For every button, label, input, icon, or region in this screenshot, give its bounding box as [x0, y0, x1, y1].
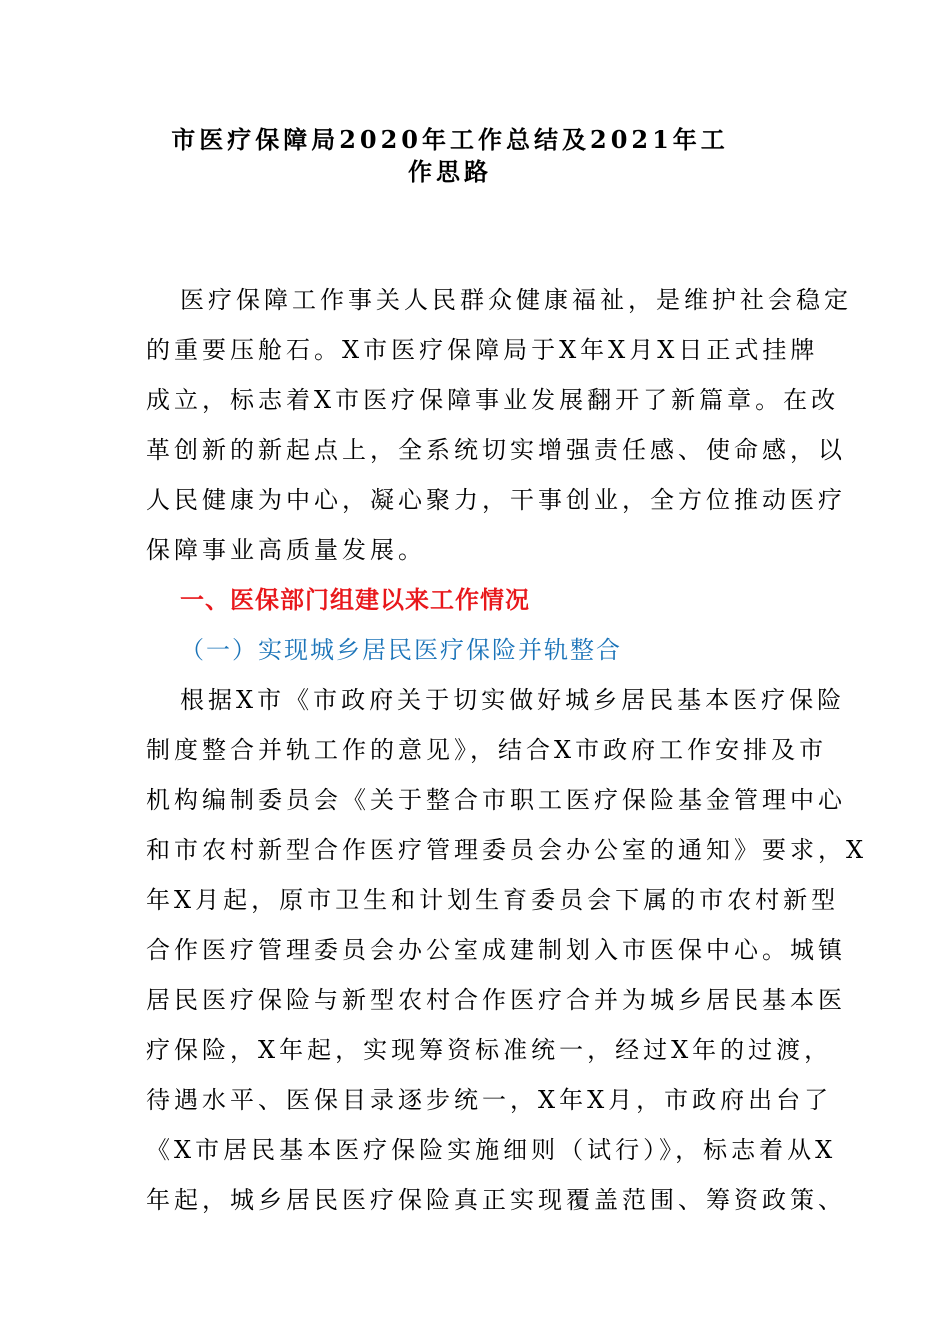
- paragraph-line: 年X月起，原市卫生和计划生育委员会下属的市农村新型: [146, 886, 840, 914]
- paragraph-line: 待遇水平、医保目录逐步统一，X年X月，市政府出台了: [146, 1086, 833, 1114]
- section-heading: 一、医保部门组建以来工作情况: [180, 586, 530, 614]
- paragraph-line: 保障事业高质量发展。: [146, 536, 426, 564]
- paragraph-line: 居民医疗保险与新型农村合作医疗合并为城乡居民基本医: [146, 986, 846, 1014]
- paragraph-line: 年起，城乡居民医疗保险真正实现覆盖范围、筹资政策、: [146, 1186, 846, 1214]
- paragraph-line: 《X市居民基本医疗保险实施细则（试行）》，标志着从X: [146, 1136, 837, 1164]
- paragraph-line: 医疗保障工作事关人民群众健康福祉，是维护社会稳定: [180, 286, 852, 314]
- paragraph-line: 成立，标志着X市医疗保障事业发展翻开了新篇章。在改: [146, 386, 840, 414]
- paragraph-line: 根据X市《市政府关于切实做好城乡居民基本医疗保险: [180, 686, 846, 714]
- title-line-1: 市医疗保障局2020年工作总结及2021年工: [171, 125, 729, 154]
- paragraph-line: 合作医疗管理委员会办公室成建制划入市医保中心。城镇: [146, 936, 846, 964]
- title-line-2: 作思路: [408, 157, 492, 186]
- document-title: [120, 124, 830, 188]
- paragraph-line: 和市农村新型合作医疗管理委员会办公室的通知》要求，X: [146, 836, 868, 864]
- paragraph-line: 机构编制委员会《关于整合市职工医疗保险基金管理中心: [146, 786, 846, 814]
- paragraph-line: 疗保险，X年起，实现筹资标准统一，经过X年的过渡，: [146, 1036, 833, 1064]
- paragraph-line: 制度整合并轨工作的意见》，结合X市政府工作安排及市: [146, 736, 828, 764]
- paragraph-line: 革创新的新起点上，全系统切实增强责任感、使命感，以: [146, 436, 846, 464]
- paragraph-line: 的重要压舱石。X市医疗保障局于X年X月X日正式挂牌: [146, 336, 819, 364]
- subsection-heading: （一）实现城乡居民医疗保险并轨整合: [180, 636, 622, 664]
- paragraph-line: 人民健康为中心，凝心聚力，干事创业，全方位推动医疗: [146, 486, 846, 514]
